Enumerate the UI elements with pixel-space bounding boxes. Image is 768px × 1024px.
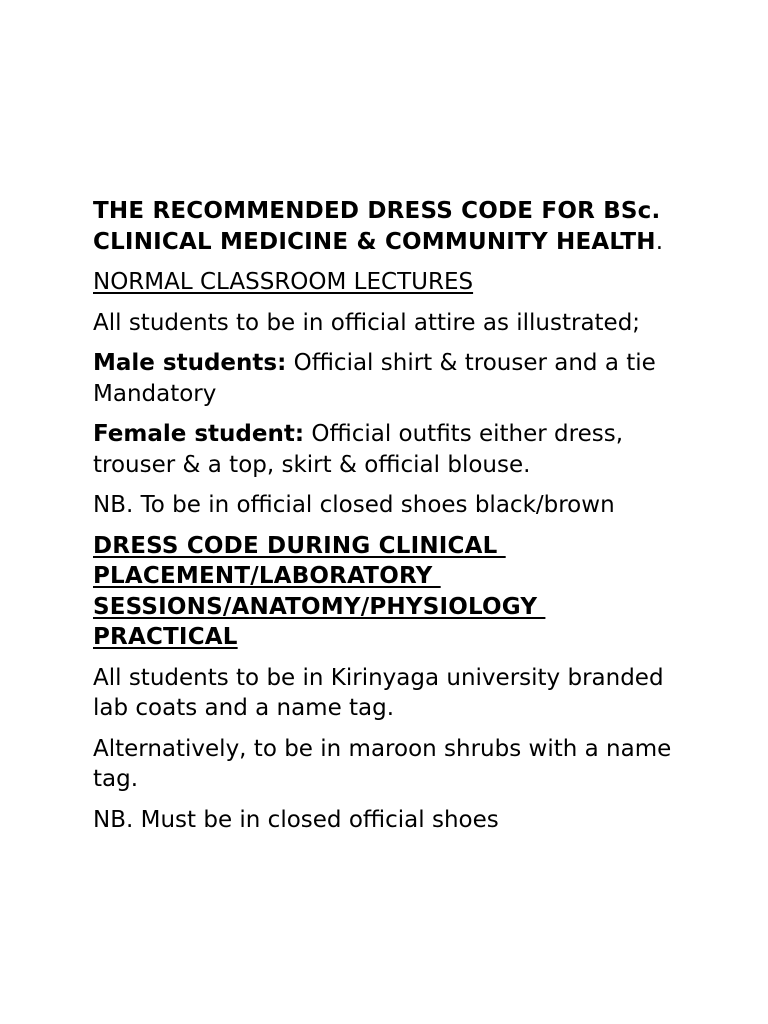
male-students-label: Male students: bbox=[93, 350, 287, 376]
male-students-paragraph bbox=[93, 348, 693, 409]
section-heading-clinical-line1: DRESS CODE DURING CLINICAL bbox=[93, 532, 506, 559]
female-students-label: Female student: bbox=[93, 421, 305, 447]
classroom-shoes-note: NB. To be in official closed shoes black/brown bbox=[93, 492, 615, 518]
clinical-shoes-note: NB. Must be in closed official shoes bbox=[93, 806, 499, 833]
male-students-text: Official shirt & trouser and a tie Mandatory bbox=[93, 350, 656, 407]
document-title bbox=[93, 196, 693, 257]
maroon-scrubs-paragraph: Alternatively, to be in maroon shrubs with a name tag. bbox=[93, 735, 672, 792]
document-title-text: THE RECOMMENDED DRESS CODE FOR BSc. CLINICAL MEDICINE & COMMUNITY HEALTH bbox=[93, 198, 661, 255]
section-heading-clinical-line3: SESSIONS/ANATOMY/PHYSIOLOGY bbox=[93, 593, 546, 620]
section-heading-classroom: NORMAL CLASSROOM LECTURES bbox=[93, 269, 474, 295]
lab-coat-paragraph: All students to be in Kirinyaga university branded lab coats and a name tag. bbox=[93, 664, 664, 721]
classroom-intro-text: All students to be in official attire as illustrated; bbox=[93, 309, 641, 336]
female-students-paragraph bbox=[93, 419, 693, 480]
document-page bbox=[93, 196, 693, 845]
section-heading-clinical bbox=[93, 531, 693, 653]
section-heading-clinical-line2: PLACEMENT/LABORATORY bbox=[93, 563, 441, 589]
female-students-text: Official outfits either dress, trouser & a top, skirt & official blouse. bbox=[93, 421, 624, 478]
section-heading-clinical-line4: PRACTICAL bbox=[93, 624, 238, 650]
document-title-period: . bbox=[655, 228, 664, 255]
